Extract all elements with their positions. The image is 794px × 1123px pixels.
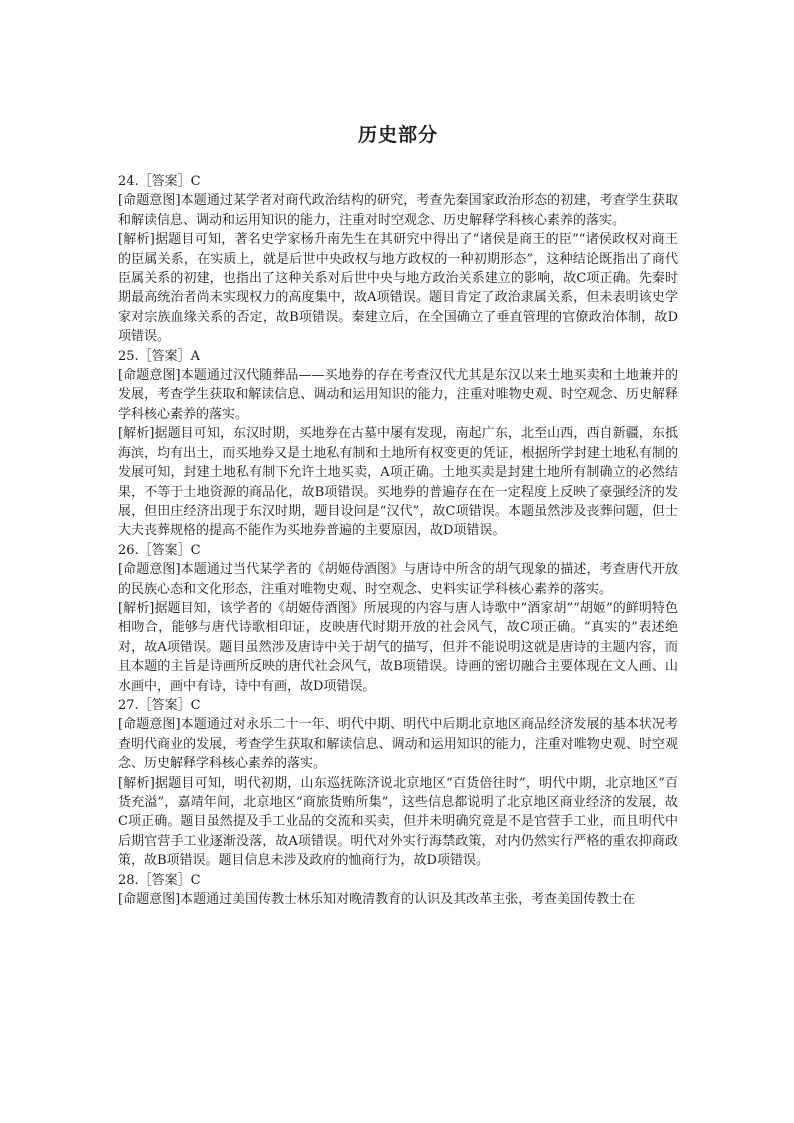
analysis-25: [解析]据题目可知，东汉时期，买地券在古墓中屡有发现，南起广东，北至山西，西自新疆，东抵海滨，均有出土，而买地券又是土地私有制和土地所有权变更的凭证，根据所学封建土地私有制的发展可知，封建土地私有制下允许土地买卖，A项正确。土地买卖是封建土地所有制确立的必然结果，不等于土地资源的商品化，故B项错误。买地券的普遍存在在一定程度上反映了豪强经济的发展，但田庄经济出现于东汉时期，题目设问是“汉代”，故C项错误。本题虽然涉及丧葬问题，但士大夫丧葬规格的提高不能作为买地券普遍的主要原因，故D项错误。 [118,426,678,539]
answer-28: 28.［答案］C [118,872,201,888]
page-title: 历史部分 [357,124,438,146]
answer-26: 26.［答案］C [118,542,201,558]
intent-25: [命题意图]本题通过汉代随葬品——买地券的存在考查汉代尤其是东汉以来土地买卖和土地兼并的发展，考查学生获取和解读信息、调动和运用知识的能力，注重对唯物史观、时空观念、历史解释学科核心素养的落实。 [118,368,678,422]
answer-24: 24.［答案］C [118,174,201,189]
analysis-26: [解析]据题目知，该学者的《胡姬侍酒图》所展现的内容与唐人诗歌中“酒家胡”“胡姬”的鲜明特色相吻合，能够与唐代诗歌相印证，皮映唐代时期开放的社会风气，故C项正确。“真实的”表述绝对，故A项错误。题目虽然涉及唐诗中关于胡气的描写，但并不能说明这就是唐诗的主题内容，而且本题的主旨是诗画所反映的唐代社会风气，故B项错误。诗画的密切融合主要体现在文人画、山水画中，画中有诗，诗中有画，故D项错误。 [118,600,678,694]
intent-24: [命题意图]本题通过某学者对商代政治结构的研究，考查先秦国家政治形态的初建，考查学生获取和解读信息、调动和运用知识的能力，注重对时空观念、历史解释学科核心素养的落实。 [118,193,678,228]
answer-explanations [118,172,678,909]
analysis-24: [解析]据题目可知，著名史学家杨升南先生在其研究中得出了“诸侯是商王的臣”“诸侯政权对商王的臣属关系，在实质上，就是后世中央政权与地方政权的一种初期形态”，这种结论既指出了商代臣属关系的初建，也指出了这种关系对后世中央与地方政治关系建立的影响，故C项正确。先秦时期最高统治者尚未实现权力的高度集中，故A项错误。题目肯定了政治隶属关系，但未表明该史学家对宗族血缘关系的否定，故B项错误。秦建立后，在全国确立了垂直管理的官僚政治体制，故D项错误。 [118,232,678,345]
answer-25: 25.［答案］A [118,348,201,364]
analysis-27: [解析]据题目可知，明代初期，山东巡抚陈济说北京地区“百货倍往时”，明代中期，北京地区“百货充溢”，嘉靖年间，北京地区“商旅货贿所集”，这些信息都说明了北京地区商业经济的发展，故C项正确。题目虽然提及手工业品的交流和买卖，但并未明确究竟是不是官营手工业，而且明代中后期官营手工业逐渐没落，故A项错误。明代对外实行海禁政策，对内仍然实行严格的重农抑商政策，故B项错误。题目信息未涉及政府的恤商行为，故D项错误。 [118,775,678,869]
intent-27: [命题意图]本题通过对永乐二十一年、明代中期、明代中后期北京地区商品经济发展的基本状况考查明代商业的发展，考查学生获取和解读信息、调动和运用知识的能力，注重对唯物史观、时空观念、历史解释学科核心素养的落实。 [118,717,678,772]
answer-27: 27.［答案］C [118,697,201,713]
intent-28: [命题意图]本题通过美国传教士林乐知对晚清教育的认识及其改革主张，考查美国传教士在 [118,892,636,908]
intent-26: [命题意图]本题通过当代某学者的《胡姬侍酒图》与唐诗中所含的胡气现象的描述，考查唐代开放的民族心态和文化形态，注重对唯物史观、时空观念、史料实证学科核心素养的落实。 [118,562,678,597]
